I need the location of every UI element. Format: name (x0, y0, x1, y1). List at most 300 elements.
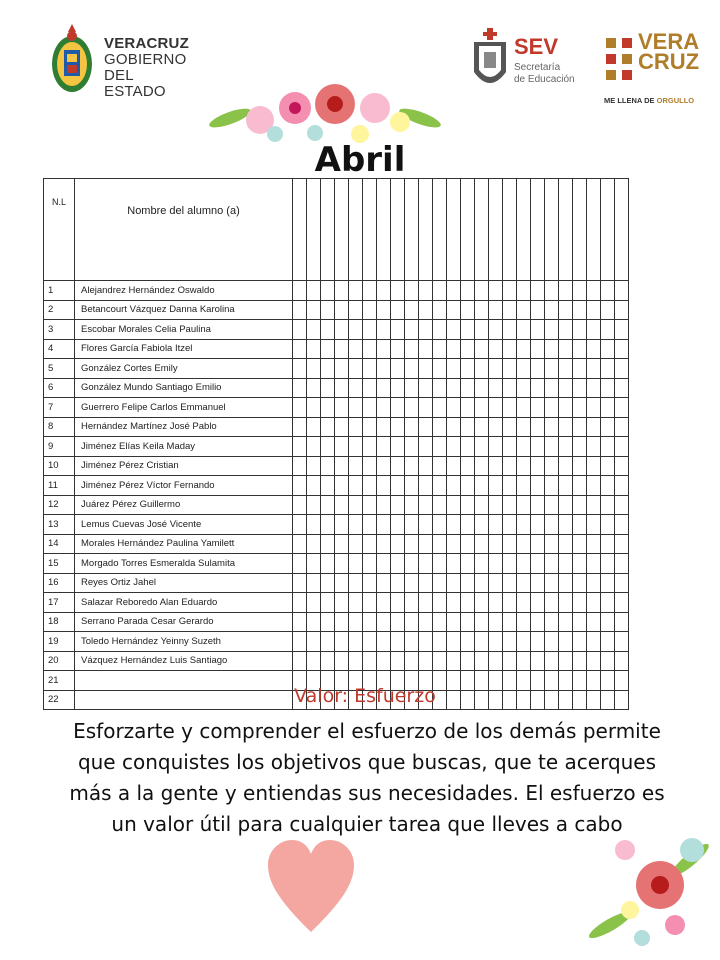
attendance-cell[interactable] (391, 281, 405, 301)
attendance-cell[interactable] (349, 417, 363, 437)
attendance-cell[interactable] (377, 593, 391, 613)
attendance-cell[interactable] (587, 359, 601, 379)
attendance-cell[interactable] (307, 632, 321, 652)
attendance-cell[interactable] (475, 534, 489, 554)
attendance-cell[interactable] (475, 632, 489, 652)
attendance-cell[interactable] (447, 398, 461, 418)
attendance-cell[interactable] (545, 554, 559, 574)
attendance-cell[interactable] (615, 554, 629, 574)
attendance-cell[interactable] (349, 437, 363, 457)
attendance-cell[interactable] (433, 554, 447, 574)
attendance-cell[interactable] (363, 378, 377, 398)
attendance-cell[interactable] (503, 300, 517, 320)
attendance-cell[interactable] (405, 554, 419, 574)
attendance-cell[interactable] (587, 417, 601, 437)
attendance-cell[interactable] (489, 300, 503, 320)
attendance-cell[interactable] (615, 534, 629, 554)
attendance-cell[interactable] (363, 573, 377, 593)
attendance-cell[interactable] (363, 456, 377, 476)
attendance-cell[interactable] (573, 515, 587, 535)
attendance-cell[interactable] (601, 281, 615, 301)
attendance-cell[interactable] (321, 437, 335, 457)
attendance-cell[interactable] (503, 573, 517, 593)
attendance-cell[interactable] (391, 417, 405, 437)
attendance-cell[interactable] (377, 378, 391, 398)
attendance-cell[interactable] (531, 534, 545, 554)
attendance-cell[interactable] (335, 437, 349, 457)
attendance-cell[interactable] (307, 437, 321, 457)
attendance-cell[interactable] (531, 320, 545, 340)
attendance-cell[interactable] (307, 417, 321, 437)
attendance-cell[interactable] (447, 339, 461, 359)
attendance-cell[interactable] (391, 437, 405, 457)
attendance-cell[interactable] (517, 632, 531, 652)
attendance-cell[interactable] (489, 378, 503, 398)
attendance-cell[interactable] (601, 359, 615, 379)
attendance-cell[interactable] (503, 515, 517, 535)
attendance-cell[interactable] (517, 495, 531, 515)
attendance-cell[interactable] (587, 554, 601, 574)
attendance-cell[interactable] (391, 612, 405, 632)
attendance-cell[interactable] (433, 651, 447, 671)
attendance-cell[interactable] (545, 339, 559, 359)
attendance-cell[interactable] (321, 593, 335, 613)
attendance-cell[interactable] (307, 515, 321, 535)
attendance-cell[interactable] (447, 378, 461, 398)
attendance-cell[interactable] (335, 456, 349, 476)
attendance-cell[interactable] (419, 651, 433, 671)
attendance-cell[interactable] (559, 320, 573, 340)
attendance-cell[interactable] (573, 632, 587, 652)
attendance-cell[interactable] (545, 437, 559, 457)
attendance-cell[interactable] (461, 651, 475, 671)
attendance-cell[interactable] (475, 281, 489, 301)
attendance-cell[interactable] (531, 339, 545, 359)
attendance-cell[interactable] (377, 320, 391, 340)
attendance-cell[interactable] (307, 300, 321, 320)
attendance-cell[interactable] (335, 417, 349, 437)
attendance-cell[interactable] (615, 593, 629, 613)
attendance-cell[interactable] (475, 651, 489, 671)
attendance-cell[interactable] (419, 456, 433, 476)
attendance-cell[interactable] (517, 281, 531, 301)
attendance-cell[interactable] (335, 300, 349, 320)
attendance-cell[interactable] (405, 632, 419, 652)
attendance-cell[interactable] (447, 573, 461, 593)
attendance-cell[interactable] (419, 320, 433, 340)
attendance-cell[interactable] (587, 320, 601, 340)
attendance-cell[interactable] (307, 456, 321, 476)
attendance-cell[interactable] (447, 612, 461, 632)
attendance-cell[interactable] (503, 398, 517, 418)
attendance-cell[interactable] (475, 320, 489, 340)
attendance-cell[interactable] (531, 554, 545, 574)
attendance-cell[interactable] (377, 651, 391, 671)
attendance-cell[interactable] (293, 632, 307, 652)
attendance-cell[interactable] (615, 398, 629, 418)
attendance-cell[interactable] (447, 456, 461, 476)
attendance-cell[interactable] (293, 378, 307, 398)
attendance-cell[interactable] (433, 593, 447, 613)
attendance-cell[interactable] (349, 456, 363, 476)
attendance-cell[interactable] (545, 573, 559, 593)
attendance-cell[interactable] (475, 554, 489, 574)
attendance-cell[interactable] (531, 398, 545, 418)
attendance-cell[interactable] (601, 534, 615, 554)
attendance-cell[interactable] (363, 339, 377, 359)
attendance-cell[interactable] (475, 300, 489, 320)
attendance-cell[interactable] (321, 554, 335, 574)
attendance-cell[interactable] (475, 398, 489, 418)
attendance-cell[interactable] (335, 651, 349, 671)
attendance-cell[interactable] (489, 632, 503, 652)
attendance-cell[interactable] (489, 398, 503, 418)
attendance-cell[interactable] (363, 320, 377, 340)
attendance-cell[interactable] (559, 437, 573, 457)
attendance-cell[interactable] (601, 476, 615, 496)
attendance-cell[interactable] (531, 476, 545, 496)
attendance-cell[interactable] (615, 476, 629, 496)
attendance-cell[interactable] (517, 359, 531, 379)
attendance-cell[interactable] (419, 476, 433, 496)
attendance-cell[interactable] (307, 554, 321, 574)
attendance-cell[interactable] (447, 495, 461, 515)
attendance-cell[interactable] (615, 378, 629, 398)
attendance-cell[interactable] (335, 320, 349, 340)
attendance-cell[interactable] (433, 417, 447, 437)
attendance-cell[interactable] (545, 359, 559, 379)
attendance-cell[interactable] (433, 456, 447, 476)
attendance-cell[interactable] (349, 515, 363, 535)
attendance-cell[interactable] (517, 476, 531, 496)
attendance-cell[interactable] (503, 456, 517, 476)
attendance-cell[interactable] (405, 398, 419, 418)
attendance-cell[interactable] (615, 320, 629, 340)
attendance-cell[interactable] (489, 320, 503, 340)
attendance-cell[interactable] (573, 495, 587, 515)
attendance-cell[interactable] (293, 359, 307, 379)
attendance-cell[interactable] (517, 593, 531, 613)
attendance-cell[interactable] (503, 476, 517, 496)
attendance-cell[interactable] (335, 398, 349, 418)
attendance-cell[interactable] (405, 495, 419, 515)
attendance-cell[interactable] (419, 300, 433, 320)
attendance-cell[interactable] (475, 495, 489, 515)
attendance-cell[interactable] (517, 300, 531, 320)
attendance-cell[interactable] (503, 632, 517, 652)
attendance-cell[interactable] (545, 651, 559, 671)
attendance-cell[interactable] (391, 378, 405, 398)
attendance-cell[interactable] (587, 495, 601, 515)
attendance-cell[interactable] (349, 495, 363, 515)
attendance-cell[interactable] (363, 495, 377, 515)
attendance-cell[interactable] (461, 398, 475, 418)
attendance-cell[interactable] (461, 359, 475, 379)
attendance-cell[interactable] (377, 554, 391, 574)
attendance-cell[interactable] (377, 495, 391, 515)
attendance-cell[interactable] (531, 632, 545, 652)
attendance-cell[interactable] (503, 593, 517, 613)
attendance-cell[interactable] (377, 632, 391, 652)
attendance-cell[interactable] (559, 593, 573, 613)
attendance-cell[interactable] (503, 554, 517, 574)
attendance-cell[interactable] (307, 378, 321, 398)
attendance-cell[interactable] (531, 495, 545, 515)
attendance-cell[interactable] (391, 593, 405, 613)
attendance-cell[interactable] (447, 515, 461, 535)
attendance-cell[interactable] (601, 515, 615, 535)
attendance-cell[interactable] (433, 378, 447, 398)
attendance-cell[interactable] (489, 554, 503, 574)
attendance-cell[interactable] (405, 651, 419, 671)
attendance-cell[interactable] (391, 651, 405, 671)
attendance-cell[interactable] (377, 612, 391, 632)
attendance-cell[interactable] (489, 651, 503, 671)
attendance-cell[interactable] (559, 476, 573, 496)
attendance-cell[interactable] (503, 339, 517, 359)
attendance-cell[interactable] (447, 554, 461, 574)
attendance-cell[interactable] (321, 398, 335, 418)
attendance-cell[interactable] (377, 456, 391, 476)
attendance-cell[interactable] (405, 573, 419, 593)
attendance-cell[interactable] (475, 378, 489, 398)
attendance-cell[interactable] (489, 515, 503, 535)
attendance-cell[interactable] (321, 612, 335, 632)
attendance-cell[interactable] (433, 300, 447, 320)
attendance-cell[interactable] (335, 632, 349, 652)
attendance-cell[interactable] (377, 300, 391, 320)
attendance-cell[interactable] (545, 612, 559, 632)
attendance-cell[interactable] (405, 417, 419, 437)
attendance-cell[interactable] (517, 378, 531, 398)
attendance-cell[interactable] (573, 281, 587, 301)
attendance-cell[interactable] (545, 534, 559, 554)
attendance-cell[interactable] (573, 417, 587, 437)
attendance-cell[interactable] (335, 515, 349, 535)
attendance-cell[interactable] (307, 398, 321, 418)
attendance-cell[interactable] (461, 378, 475, 398)
attendance-cell[interactable] (517, 573, 531, 593)
attendance-cell[interactable] (489, 534, 503, 554)
attendance-cell[interactable] (559, 359, 573, 379)
attendance-cell[interactable] (307, 593, 321, 613)
attendance-cell[interactable] (517, 417, 531, 437)
attendance-cell[interactable] (321, 417, 335, 437)
attendance-cell[interactable] (349, 320, 363, 340)
attendance-cell[interactable] (559, 573, 573, 593)
attendance-cell[interactable] (573, 593, 587, 613)
attendance-cell[interactable] (503, 651, 517, 671)
attendance-cell[interactable] (405, 534, 419, 554)
attendance-cell[interactable] (545, 593, 559, 613)
attendance-cell[interactable] (447, 320, 461, 340)
attendance-cell[interactable] (321, 632, 335, 652)
attendance-cell[interactable] (363, 612, 377, 632)
attendance-cell[interactable] (363, 534, 377, 554)
attendance-cell[interactable] (587, 515, 601, 535)
attendance-cell[interactable] (601, 651, 615, 671)
attendance-cell[interactable] (363, 359, 377, 379)
attendance-cell[interactable] (391, 632, 405, 652)
attendance-cell[interactable] (419, 534, 433, 554)
attendance-cell[interactable] (601, 300, 615, 320)
attendance-cell[interactable] (503, 417, 517, 437)
attendance-cell[interactable] (307, 534, 321, 554)
attendance-cell[interactable] (517, 612, 531, 632)
attendance-cell[interactable] (321, 300, 335, 320)
attendance-cell[interactable] (391, 573, 405, 593)
attendance-cell[interactable] (587, 378, 601, 398)
attendance-cell[interactable] (405, 593, 419, 613)
attendance-cell[interactable] (349, 632, 363, 652)
attendance-cell[interactable] (517, 456, 531, 476)
attendance-cell[interactable] (573, 398, 587, 418)
attendance-cell[interactable] (573, 320, 587, 340)
attendance-cell[interactable] (461, 515, 475, 535)
attendance-cell[interactable] (377, 339, 391, 359)
attendance-cell[interactable] (391, 554, 405, 574)
attendance-cell[interactable] (489, 281, 503, 301)
attendance-cell[interactable] (531, 573, 545, 593)
attendance-cell[interactable] (405, 612, 419, 632)
attendance-cell[interactable] (475, 612, 489, 632)
attendance-cell[interactable] (321, 515, 335, 535)
attendance-cell[interactable] (531, 456, 545, 476)
attendance-cell[interactable] (587, 281, 601, 301)
attendance-cell[interactable] (293, 300, 307, 320)
attendance-cell[interactable] (419, 495, 433, 515)
attendance-cell[interactable] (489, 339, 503, 359)
attendance-cell[interactable] (447, 359, 461, 379)
attendance-cell[interactable] (461, 593, 475, 613)
attendance-cell[interactable] (489, 359, 503, 379)
attendance-cell[interactable] (377, 534, 391, 554)
attendance-cell[interactable] (615, 339, 629, 359)
attendance-cell[interactable] (349, 593, 363, 613)
attendance-cell[interactable] (587, 593, 601, 613)
attendance-cell[interactable] (615, 651, 629, 671)
attendance-cell[interactable] (363, 476, 377, 496)
attendance-cell[interactable] (559, 281, 573, 301)
attendance-cell[interactable] (293, 417, 307, 437)
attendance-cell[interactable] (601, 339, 615, 359)
attendance-cell[interactable] (363, 632, 377, 652)
attendance-cell[interactable] (307, 359, 321, 379)
attendance-cell[interactable] (475, 476, 489, 496)
attendance-cell[interactable] (293, 281, 307, 301)
attendance-cell[interactable] (531, 281, 545, 301)
attendance-cell[interactable] (433, 612, 447, 632)
attendance-cell[interactable] (419, 417, 433, 437)
attendance-cell[interactable] (419, 515, 433, 535)
attendance-cell[interactable] (517, 651, 531, 671)
attendance-cell[interactable] (419, 359, 433, 379)
attendance-cell[interactable] (461, 554, 475, 574)
attendance-cell[interactable] (447, 281, 461, 301)
attendance-cell[interactable] (419, 593, 433, 613)
attendance-cell[interactable] (405, 515, 419, 535)
attendance-cell[interactable] (559, 554, 573, 574)
attendance-cell[interactable] (615, 359, 629, 379)
attendance-cell[interactable] (419, 398, 433, 418)
attendance-cell[interactable] (391, 359, 405, 379)
attendance-cell[interactable] (391, 476, 405, 496)
attendance-cell[interactable] (461, 476, 475, 496)
attendance-cell[interactable] (587, 300, 601, 320)
attendance-cell[interactable] (503, 320, 517, 340)
attendance-cell[interactable] (615, 300, 629, 320)
attendance-cell[interactable] (335, 593, 349, 613)
attendance-cell[interactable] (475, 339, 489, 359)
attendance-cell[interactable] (363, 651, 377, 671)
attendance-cell[interactable] (545, 632, 559, 652)
attendance-cell[interactable] (377, 417, 391, 437)
attendance-cell[interactable] (405, 339, 419, 359)
attendance-cell[interactable] (587, 612, 601, 632)
attendance-cell[interactable] (321, 534, 335, 554)
attendance-cell[interactable] (335, 378, 349, 398)
attendance-cell[interactable] (489, 593, 503, 613)
attendance-cell[interactable] (335, 612, 349, 632)
attendance-cell[interactable] (503, 281, 517, 301)
attendance-cell[interactable] (447, 534, 461, 554)
attendance-cell[interactable] (321, 573, 335, 593)
attendance-cell[interactable] (307, 573, 321, 593)
attendance-cell[interactable] (419, 339, 433, 359)
attendance-cell[interactable] (573, 456, 587, 476)
attendance-cell[interactable] (405, 378, 419, 398)
attendance-cell[interactable] (489, 573, 503, 593)
attendance-cell[interactable] (447, 300, 461, 320)
attendance-cell[interactable] (573, 554, 587, 574)
attendance-cell[interactable] (531, 378, 545, 398)
attendance-cell[interactable] (573, 378, 587, 398)
attendance-cell[interactable] (601, 554, 615, 574)
attendance-cell[interactable] (447, 632, 461, 652)
attendance-cell[interactable] (433, 534, 447, 554)
attendance-cell[interactable] (307, 651, 321, 671)
attendance-cell[interactable] (377, 515, 391, 535)
attendance-cell[interactable] (475, 593, 489, 613)
attendance-cell[interactable] (293, 320, 307, 340)
attendance-cell[interactable] (335, 281, 349, 301)
attendance-cell[interactable] (307, 612, 321, 632)
attendance-cell[interactable] (489, 417, 503, 437)
attendance-cell[interactable] (433, 437, 447, 457)
attendance-cell[interactable] (489, 612, 503, 632)
attendance-cell[interactable] (293, 515, 307, 535)
attendance-cell[interactable] (321, 339, 335, 359)
attendance-cell[interactable] (531, 612, 545, 632)
attendance-cell[interactable] (293, 612, 307, 632)
attendance-cell[interactable] (531, 437, 545, 457)
attendance-cell[interactable] (363, 554, 377, 574)
attendance-cell[interactable] (601, 495, 615, 515)
attendance-cell[interactable] (531, 593, 545, 613)
attendance-cell[interactable] (461, 456, 475, 476)
attendance-cell[interactable] (545, 456, 559, 476)
attendance-cell[interactable] (587, 573, 601, 593)
attendance-cell[interactable] (405, 437, 419, 457)
attendance-cell[interactable] (461, 632, 475, 652)
attendance-cell[interactable] (461, 281, 475, 301)
attendance-cell[interactable] (573, 476, 587, 496)
attendance-cell[interactable] (307, 281, 321, 301)
attendance-cell[interactable] (293, 398, 307, 418)
attendance-cell[interactable] (545, 281, 559, 301)
attendance-cell[interactable] (363, 398, 377, 418)
attendance-cell[interactable] (461, 534, 475, 554)
